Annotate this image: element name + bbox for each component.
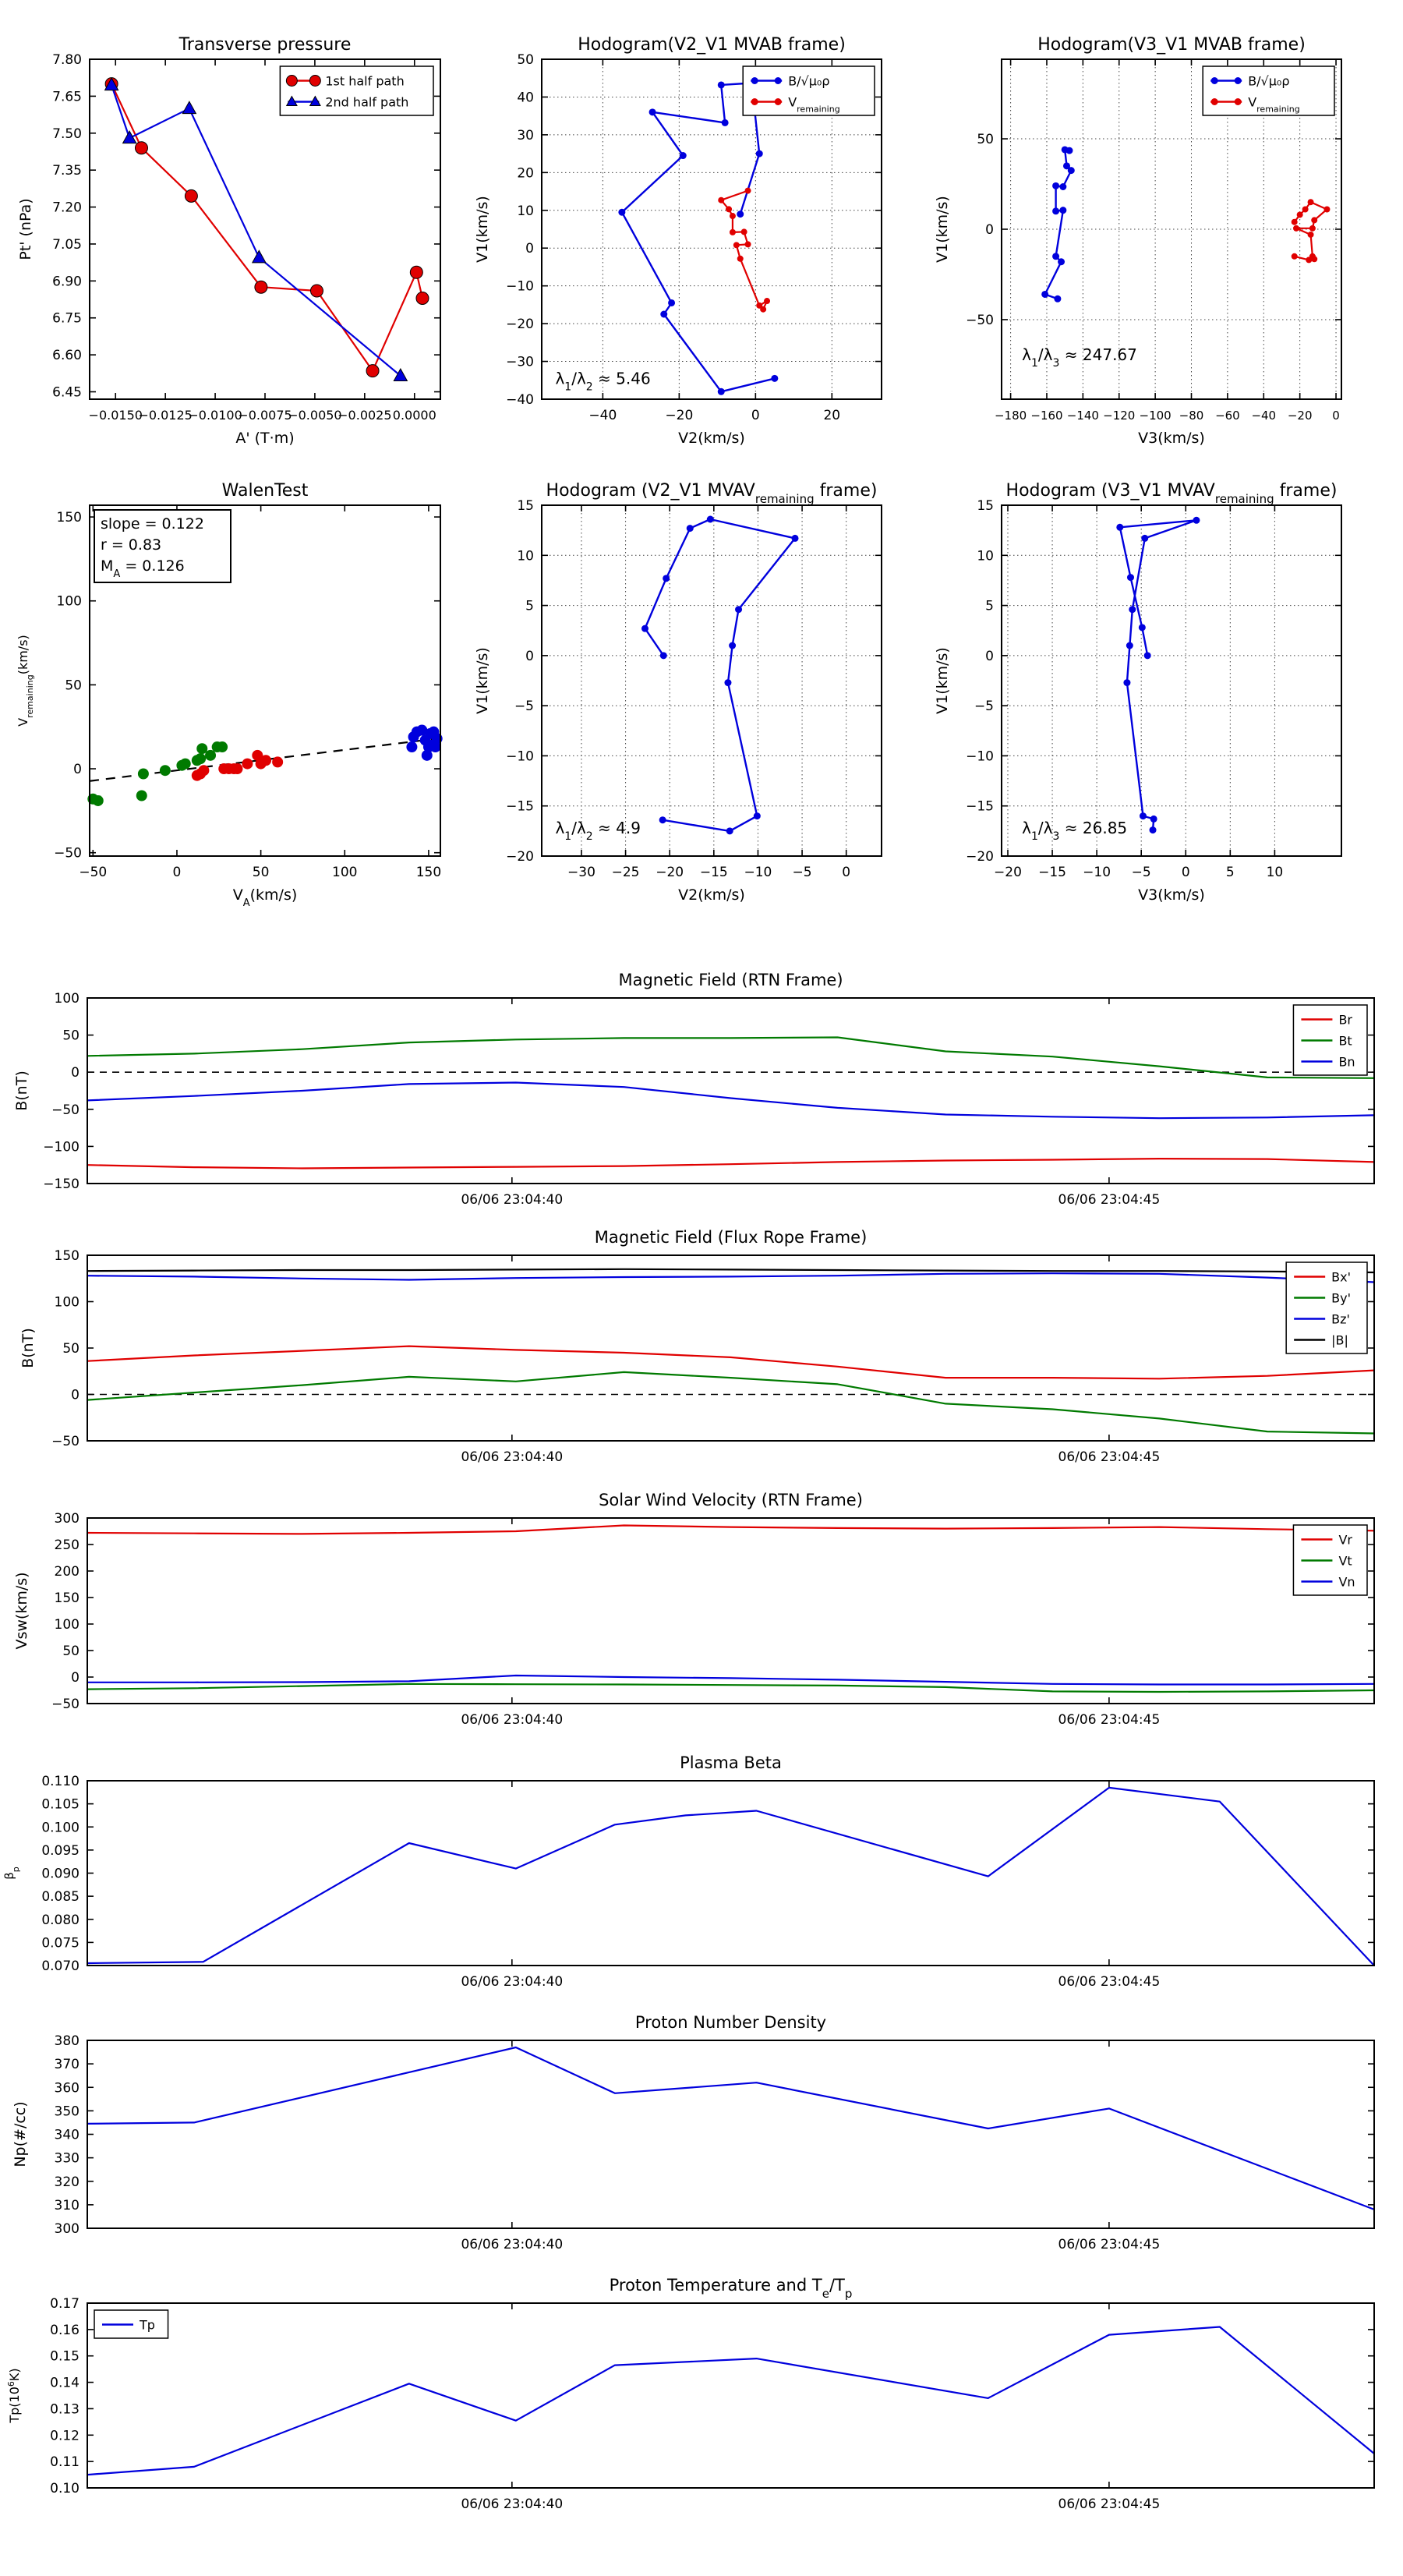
hodogram-v2v1-mvav-series-V2V1 bbox=[645, 519, 796, 831]
hodogram-v3v1-mvav-xtick: −5 bbox=[1131, 865, 1151, 880]
vsw-ytick: 50 bbox=[62, 1644, 80, 1659]
legend-label: $V_{remaining}$ bbox=[1248, 94, 1300, 114]
hodogram-v3v1-mvab-ytick: −50 bbox=[966, 312, 994, 328]
walen-test-title: WalenTest bbox=[221, 481, 309, 501]
mag-fluxrope-ytick: −50 bbox=[51, 1434, 80, 1449]
hodogram-v3v1-mvab-ytick: 50 bbox=[977, 132, 994, 148]
vsw-ytick: 0 bbox=[71, 1670, 80, 1686]
mag-rtn-ylabel: B(nT) bbox=[13, 1070, 30, 1111]
hodogram-v2v1-mvab-ytick: 0 bbox=[525, 241, 534, 257]
hodogram-v3v1-mvav-xtick: −20 bbox=[994, 865, 1022, 880]
legend-label: 2nd half path bbox=[325, 94, 409, 110]
hodogram-v3v1-mvab-series-Vremaining bbox=[1295, 202, 1327, 260]
mag-rtn-series-Br bbox=[87, 1159, 1374, 1168]
hodogram-v2v1-mvab-series-B/√μ₀ρ bbox=[622, 83, 775, 392]
hodogram-v2v1-mvav-xlabel: V2(km/s) bbox=[678, 886, 745, 904]
vsw-ytick: 300 bbox=[54, 1511, 80, 1527]
temperature-axes bbox=[87, 2303, 1374, 2488]
hodogram-v3v1-mvab-xtick: −160 bbox=[1030, 409, 1063, 423]
beta-ytick: 0.080 bbox=[41, 1912, 80, 1928]
transverse-pressure-ytick: 7.05 bbox=[52, 236, 82, 253]
density-ytick: 360 bbox=[54, 2080, 80, 2097]
mag-rtn-ytick: 50 bbox=[62, 1028, 80, 1044]
mag-rtn-xtick: 06/06 23:04:40 bbox=[461, 1192, 564, 1208]
hodogram-v2v1-mvav-ytick: −15 bbox=[506, 798, 534, 815]
hodogram-v2v1-mvav-annotation: $\lambda_1/\lambda_2 \approx 4.9$ bbox=[555, 818, 641, 843]
hodogram-v2v1-mvab-ylabel: V1(km/s) bbox=[474, 196, 491, 263]
hodogram-v3v1-mvab-panel bbox=[934, 35, 1341, 447]
hodogram-v3v1-mvab-xtick: −100 bbox=[1139, 409, 1172, 423]
hodogram-v2v1-mvav-ytick: 10 bbox=[517, 548, 534, 564]
vsw-axes bbox=[87, 1518, 1374, 1704]
temperature-title: Proton Temperature and $T_e/T_p$ bbox=[609, 2276, 853, 2301]
transverse-pressure-series-1st half path bbox=[111, 84, 422, 371]
temperature-xtick: 06/06 23:04:45 bbox=[1058, 2496, 1161, 2512]
hodogram-v2v1-mvab-panel bbox=[474, 35, 882, 447]
hodogram-v2v1-mvab-ytick: −40 bbox=[506, 392, 534, 408]
transverse-pressure-ytick: 6.45 bbox=[52, 384, 82, 401]
hodogram-v3v1-mvav-annotation: $\lambda_1/\lambda_3 \approx 26.85$ bbox=[1022, 818, 1128, 843]
hodogram-v3v1-mvav-ytick: 10 bbox=[977, 548, 994, 564]
mag-rtn-panel bbox=[13, 971, 1374, 1208]
transverse-pressure-xtick: −0.0025 bbox=[337, 408, 392, 423]
hodogram-v2v1-mvab-title: Hodogram(V2_V1 MVAB frame) bbox=[578, 35, 846, 55]
hodogram-v3v1-mvav-ytick: −5 bbox=[974, 699, 994, 715]
hodogram-v3v1-mvab-ytick: 0 bbox=[985, 222, 994, 238]
mag-rtn-ytick: −50 bbox=[51, 1102, 80, 1118]
density-panel bbox=[12, 2013, 1374, 2252]
vsw-panel bbox=[13, 1491, 1374, 1728]
hodogram-v2v1-mvab-xtick: −20 bbox=[665, 408, 694, 423]
walen-test-xtick: 0 bbox=[172, 865, 182, 880]
density-ytick: 320 bbox=[54, 2174, 80, 2190]
mag-fluxrope-legend bbox=[1286, 1262, 1367, 1353]
hodogram-v2v1-mvav-panel bbox=[474, 481, 882, 904]
hodogram-v2v1-mvav-xtick: −15 bbox=[699, 865, 728, 880]
hodogram-v2v1-mvab-ytick: 20 bbox=[517, 165, 534, 182]
temperature-series-Tp bbox=[87, 2327, 1374, 2475]
hodogram-v3v1-mvav-title: Hodogram (V3_V1 $MVAV_{remaining}$ frame) bbox=[1005, 481, 1338, 506]
walen-test-ytick: 0 bbox=[73, 762, 82, 778]
legend-label: Vn bbox=[1338, 1574, 1355, 1590]
temperature-ylabel: $Tp(10^6K)$ bbox=[5, 2368, 22, 2423]
hodogram-v3v1-mvav-series-V3V1 bbox=[1120, 520, 1196, 830]
vsw-ytick: −50 bbox=[51, 1697, 80, 1712]
walen-test-ylabel: $V_{remaining}(km/s)$ bbox=[16, 635, 35, 727]
hodogram-v3v1-mvav-ylabel: V1(km/s) bbox=[934, 647, 951, 714]
mag-rtn-title: Magnetic Field (RTN Frame) bbox=[618, 971, 843, 989]
hodogram-v2v1-mvav-ytick: −10 bbox=[506, 748, 534, 765]
hodogram-v3v1-mvav-ytick: 5 bbox=[985, 598, 994, 614]
transverse-pressure-xtick: −0.0050 bbox=[288, 408, 342, 423]
hodogram-v2v1-mvav-title: Hodogram (V2_V1 $MVAV_{remaining}$ frame) bbox=[546, 481, 878, 506]
hodogram-v3v1-mvab-series-B/√μ₀ρ bbox=[1045, 150, 1072, 299]
hodogram-v3v1-mvab-xtick: −80 bbox=[1179, 409, 1204, 423]
mag-fluxrope-title: Magnetic Field (Flux Rope Frame) bbox=[594, 1228, 868, 1247]
legend-label: Tp bbox=[140, 2317, 155, 2333]
hodogram-v2v1-mvab-ytick: −10 bbox=[506, 278, 534, 295]
legend-label: Bx' bbox=[1331, 1269, 1352, 1285]
transverse-pressure-series-2nd half path bbox=[111, 85, 401, 376]
temperature-xtick: 06/06 23:04:40 bbox=[461, 2496, 564, 2512]
hodogram-v2v1-mvab-legend bbox=[743, 66, 875, 115]
mag-rtn-axes bbox=[87, 998, 1374, 1184]
hodogram-v3v1-mvab-xtick: 0 bbox=[1332, 409, 1340, 423]
density-axes bbox=[87, 2040, 1374, 2228]
mag-rtn-ytick: −100 bbox=[43, 1139, 80, 1155]
beta-axes bbox=[87, 1781, 1374, 1966]
mag-fluxrope-axes bbox=[87, 1255, 1374, 1441]
hodogram-v2v1-mvab-ytick: 40 bbox=[517, 90, 534, 106]
vsw-title: Solar Wind Velocity (RTN Frame) bbox=[599, 1491, 863, 1509]
transverse-pressure-ytick: 7.50 bbox=[52, 126, 82, 142]
hodogram-v3v1-mvab-xtick: −40 bbox=[1251, 409, 1277, 423]
transverse-pressure-xtick: −0.0075 bbox=[238, 408, 292, 423]
density-ytick: 350 bbox=[54, 2104, 80, 2120]
walen-test-ytick: 150 bbox=[56, 510, 82, 526]
hodogram-v3v1-mvab-ylabel: V1(km/s) bbox=[934, 196, 951, 263]
legend-label: Bt bbox=[1338, 1033, 1352, 1049]
density-ytick: 370 bbox=[54, 2057, 80, 2073]
walen-test-stats-line: $M_A = 0.126$ bbox=[101, 557, 185, 580]
walen-test-ytick: 50 bbox=[65, 678, 82, 694]
hodogram-v3v1-mvab-title: Hodogram(V3_V1 MVAB frame) bbox=[1037, 35, 1306, 55]
density-title: Proton Number Density bbox=[634, 2013, 827, 2032]
hodogram-v3v1-mvav-panel bbox=[934, 481, 1341, 904]
hodogram-v2v1-mvav-xtick: −10 bbox=[744, 865, 772, 880]
hodogram-v2v1-mvab-xtick: −40 bbox=[588, 408, 617, 423]
hodogram-v3v1-mvav-ytick: −10 bbox=[966, 748, 994, 765]
mag-rtn-series-Bn bbox=[87, 1083, 1374, 1119]
mag-fluxrope-panel bbox=[19, 1228, 1374, 1465]
temperature-ytick: 0.11 bbox=[50, 2454, 80, 2471]
hodogram-v2v1-mvav-xtick: 0 bbox=[842, 865, 851, 880]
hodogram-v2v1-mvab-ytick: −20 bbox=[506, 317, 534, 333]
hodogram-v2v1-mvav-ytick: −5 bbox=[514, 699, 534, 715]
legend-label: Vr bbox=[1338, 1532, 1352, 1548]
temperature-legend bbox=[94, 2310, 168, 2338]
hodogram-v2v1-mvab-ytick: 10 bbox=[517, 203, 534, 219]
legend-label: 1st half path bbox=[325, 73, 405, 89]
hodogram-v2v1-mvav-ytick: −20 bbox=[506, 849, 534, 865]
hodogram-v3v1-mvav-ytick: 15 bbox=[977, 498, 994, 514]
legend-label: B/√μ₀ρ bbox=[1248, 73, 1290, 89]
beta-ytick: 0.095 bbox=[41, 1842, 80, 1859]
transverse-pressure-xtick: −0.0150 bbox=[88, 408, 143, 423]
transverse-pressure-title: Transverse pressure bbox=[178, 35, 352, 55]
beta-ytick: 0.090 bbox=[41, 1866, 80, 1882]
legend-label: $V_{remaining}$ bbox=[788, 94, 840, 114]
hodogram-v2v1-mvab-ytick: 30 bbox=[517, 127, 534, 143]
temperature-ytick: 0.10 bbox=[50, 2481, 80, 2496]
hodogram-v3v1-mvab-annotation: $\lambda_1/\lambda_3 \approx 247.67$ bbox=[1022, 345, 1137, 370]
density-ylabel: Np(#/cc) bbox=[12, 2101, 29, 2167]
hodogram-v3v1-mvab-xlabel: V3(km/s) bbox=[1138, 430, 1205, 447]
mag-fluxrope-series-Bx' bbox=[87, 1346, 1374, 1379]
hodogram-v3v1-mvav-ytick: 0 bbox=[985, 648, 994, 664]
hodogram-v3v1-mvab-xtick: −180 bbox=[994, 409, 1027, 423]
hodogram-v2v1-mvav-xtick: −25 bbox=[611, 865, 640, 880]
hodogram-v3v1-mvav-xlabel: V3(km/s) bbox=[1138, 886, 1205, 904]
transverse-pressure-ytick: 6.90 bbox=[52, 274, 82, 290]
vsw-ytick: 200 bbox=[54, 1564, 80, 1580]
walen-test-xtick: −50 bbox=[79, 865, 108, 880]
mag-fluxrope-ylabel: B(nT) bbox=[19, 1328, 37, 1368]
walen-test-xlabel: $V_A(km/s)$ bbox=[232, 886, 298, 909]
beta-panel bbox=[2, 1753, 1374, 1990]
hodogram-v2v1-mvav-xtick: −5 bbox=[792, 865, 812, 880]
temperature-panel bbox=[6, 2276, 1375, 2512]
transverse-pressure-ylabel: Pt' (nPa) bbox=[17, 198, 34, 260]
vsw-xtick: 06/06 23:04:45 bbox=[1058, 1712, 1161, 1728]
temperature-ytick: 0.16 bbox=[50, 2322, 80, 2338]
beta-xtick: 06/06 23:04:45 bbox=[1058, 1974, 1161, 1990]
hodogram-v3v1-mvav-xtick: −15 bbox=[1038, 865, 1067, 880]
density-series-Np bbox=[87, 2047, 1374, 2210]
mag-rtn-ytick: −150 bbox=[43, 1177, 80, 1192]
temperature-ytick: 0.14 bbox=[50, 2375, 80, 2391]
transverse-pressure-ytick: 6.60 bbox=[52, 348, 82, 364]
beta-ytick: 0.075 bbox=[41, 1935, 80, 1951]
transverse-pressure-ytick: 7.20 bbox=[52, 200, 82, 216]
hodogram-v2v1-mvab-ytick: 50 bbox=[517, 52, 534, 68]
transverse-pressure-panel bbox=[17, 35, 440, 447]
hodogram-v2v1-mvav-axes bbox=[542, 505, 882, 856]
legend-label: Bn bbox=[1338, 1054, 1355, 1070]
mag-fluxrope-series-|B| bbox=[87, 1269, 1374, 1272]
beta-title: Plasma Beta bbox=[680, 1753, 782, 1772]
hodogram-v3v1-mvab-xtick: −140 bbox=[1066, 409, 1099, 423]
vsw-legend bbox=[1293, 1525, 1367, 1595]
walen-test-ytick: 100 bbox=[56, 593, 82, 610]
density-ytick: 310 bbox=[54, 2197, 80, 2213]
walen-test-xtick: 150 bbox=[415, 865, 442, 880]
transverse-pressure-ytick: 7.35 bbox=[52, 163, 82, 179]
density-xtick: 06/06 23:04:45 bbox=[1058, 2237, 1161, 2252]
walen-test-xtick: 100 bbox=[332, 865, 358, 880]
mag-fluxrope-xtick: 06/06 23:04:40 bbox=[461, 1449, 564, 1465]
mag-rtn-ytick: 100 bbox=[54, 991, 80, 1007]
hodogram-v3v1-mvav-ytick: −15 bbox=[966, 798, 994, 815]
beta-ytick: 0.085 bbox=[41, 1889, 80, 1905]
beta-ytick: 0.100 bbox=[41, 1820, 80, 1836]
mag-fluxrope-series-By' bbox=[87, 1372, 1374, 1434]
hodogram-v2v1-mvab-ytick: −30 bbox=[506, 354, 534, 370]
transverse-pressure-ytick: 6.75 bbox=[52, 310, 82, 327]
beta-ylabel: $\beta_p$ bbox=[2, 1867, 21, 1880]
hodogram-v2v1-mvav-ytick: 0 bbox=[525, 648, 534, 664]
density-ytick: 340 bbox=[54, 2127, 80, 2143]
hodogram-v2v1-mvav-xtick: −20 bbox=[656, 865, 684, 880]
mag-fluxrope-ytick: 50 bbox=[62, 1341, 80, 1357]
beta-ytick: 0.070 bbox=[41, 1959, 80, 1974]
transverse-pressure-xtick: −0.0125 bbox=[138, 408, 193, 423]
legend-label: B/√μ₀ρ bbox=[788, 73, 830, 89]
density-ytick: 380 bbox=[54, 2033, 80, 2049]
hodogram-v2v1-mvav-ylabel: V1(km/s) bbox=[474, 647, 491, 714]
hodogram-v2v1-mvav-ytick: 15 bbox=[517, 498, 534, 514]
legend-label: Br bbox=[1338, 1012, 1353, 1028]
vsw-ytick: 150 bbox=[54, 1591, 80, 1606]
mag-rtn-xtick: 06/06 23:04:45 bbox=[1058, 1192, 1161, 1208]
walen-test-stats-line: slope = 0.122 bbox=[101, 515, 204, 533]
temperature-ytick: 0.17 bbox=[50, 2296, 80, 2312]
mag-fluxrope-ytick: 0 bbox=[71, 1387, 80, 1403]
transverse-pressure-xtick: 0.0000 bbox=[392, 408, 436, 423]
legend-label: By' bbox=[1331, 1290, 1352, 1306]
transverse-pressure-ytick: 7.65 bbox=[52, 89, 82, 105]
density-xtick: 06/06 23:04:40 bbox=[461, 2237, 564, 2252]
beta-ytick: 0.105 bbox=[41, 1796, 80, 1813]
temperature-ytick: 0.12 bbox=[50, 2428, 80, 2444]
legend-label: Vt bbox=[1338, 1553, 1352, 1569]
mag-rtn-ytick: 0 bbox=[71, 1065, 80, 1081]
walen-test-stats-line: r = 0.83 bbox=[101, 536, 162, 554]
mag-rtn-legend bbox=[1293, 1005, 1367, 1075]
vsw-ytick: 250 bbox=[54, 1537, 80, 1553]
hodogram-v2v1-mvab-xtick: 20 bbox=[823, 408, 841, 423]
legend-label: |B| bbox=[1331, 1332, 1348, 1348]
hodogram-v2v1-mvab-xtick: 0 bbox=[751, 408, 760, 423]
temperature-ytick: 0.15 bbox=[50, 2348, 80, 2365]
hodogram-v3v1-mvab-xtick: −120 bbox=[1103, 409, 1136, 423]
transverse-pressure-xlabel: A' (T·m) bbox=[235, 430, 295, 447]
legend-label: Bz' bbox=[1331, 1311, 1350, 1327]
beta-xtick: 06/06 23:04:40 bbox=[461, 1974, 564, 1990]
density-ytick: 300 bbox=[54, 2221, 80, 2237]
hodogram-v2v1-mvab-xlabel: V2(km/s) bbox=[678, 430, 745, 447]
walen-test-xtick: 50 bbox=[252, 865, 270, 880]
vsw-ylabel: Vsw(km/s) bbox=[13, 1572, 30, 1650]
mag-fluxrope-series-Bz' bbox=[87, 1273, 1374, 1282]
hodogram-v3v1-mvab-xtick: −60 bbox=[1215, 409, 1240, 423]
hodogram-v3v1-mvav-xtick: 10 bbox=[1266, 865, 1284, 880]
hodogram-v2v1-mvab-annotation: $\lambda_1/\lambda_2 \approx 5.46$ bbox=[555, 369, 651, 394]
beta-series-beta_p bbox=[87, 1788, 1374, 1966]
walen-test-ytick: −50 bbox=[54, 845, 82, 862]
vsw-ytick: 100 bbox=[54, 1617, 80, 1633]
hodogram-v3v1-mvab-xtick: −20 bbox=[1287, 409, 1313, 423]
temperature-ytick: 0.13 bbox=[50, 2401, 80, 2418]
hodogram-v2v1-mvav-ytick: 5 bbox=[525, 598, 534, 614]
beta-ytick: 0.110 bbox=[41, 1774, 80, 1789]
vsw-xtick: 06/06 23:04:40 bbox=[461, 1712, 564, 1728]
hodogram-v3v1-mvab-legend bbox=[1203, 66, 1334, 115]
mag-fluxrope-ytick: 100 bbox=[54, 1294, 80, 1311]
hodogram-v2v1-mvav-xtick: −30 bbox=[567, 865, 595, 880]
hodogram-v3v1-mvav-xtick: 5 bbox=[1225, 865, 1235, 880]
density-ytick: 330 bbox=[54, 2150, 80, 2167]
transverse-pressure-ytick: 7.80 bbox=[52, 52, 82, 68]
vsw-series-Vr bbox=[87, 1526, 1374, 1534]
walen-test-panel bbox=[16, 481, 443, 909]
hodogram-v3v1-mvav-ytick: −20 bbox=[966, 849, 994, 865]
hodogram-v3v1-mvav-xtick: −10 bbox=[1083, 865, 1111, 880]
mag-fluxrope-ytick: 150 bbox=[54, 1248, 80, 1264]
hodogram-v3v1-mvav-xtick: 0 bbox=[1181, 865, 1190, 880]
mag-fluxrope-xtick: 06/06 23:04:45 bbox=[1058, 1449, 1161, 1465]
transverse-pressure-xtick: −0.0100 bbox=[188, 408, 242, 423]
transverse-pressure-legend bbox=[280, 66, 433, 115]
vsw-series-Vn bbox=[87, 1675, 1374, 1685]
